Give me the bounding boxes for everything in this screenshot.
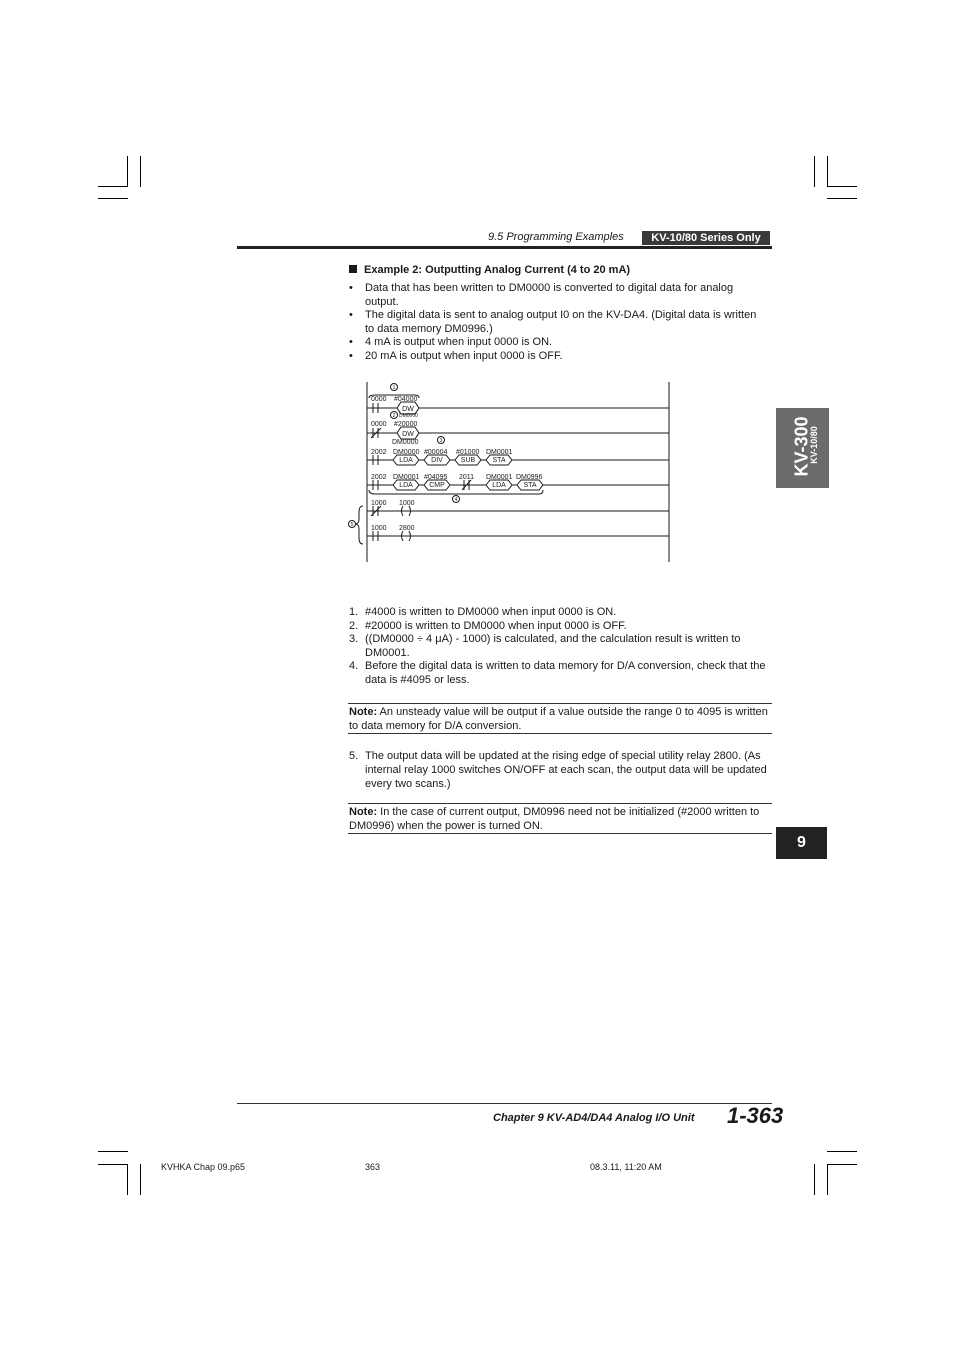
note-rule xyxy=(348,703,772,704)
footer-chapter: Chapter 9 KV-AD4/DA4 Analog I/O Unit xyxy=(493,1112,695,1124)
page-number: 1-363 xyxy=(727,1103,784,1128)
square-bullet-icon xyxy=(349,265,357,273)
bullet-item: • Data that has been written to DM0000 is converted to digital data for analog output. xyxy=(349,282,734,308)
ladder-label: STA xyxy=(492,457,506,464)
ladder-label: DM0000 xyxy=(393,449,420,456)
ladder-label: 1000 xyxy=(371,525,387,532)
ladder-label: #01000 xyxy=(456,449,480,456)
ladder-label: 2002 xyxy=(371,474,387,481)
ladder-label: 1000 xyxy=(371,500,387,507)
note: Note: In the case of current output, DM0996 need not be initialized (#2000 written to DM0996) when the power is turned ON. xyxy=(349,806,760,832)
side-tab-subtitle: KV-10/80 xyxy=(809,426,819,464)
bullet-item: • 4 mA is output when input 0000 is ON. xyxy=(349,336,553,348)
step-item: 4. Before the digital data is written to data memory for D/A conversion, check that the data is #4095 or less. xyxy=(349,660,766,686)
ladder-label: SUB xyxy=(460,457,476,464)
ladder-marker: 4 xyxy=(454,497,458,503)
ladder-label: 1000 xyxy=(399,500,415,507)
ladder-label: 0000 xyxy=(371,421,387,428)
chapter-tab: 9 xyxy=(776,827,827,859)
crop-mark xyxy=(814,1164,815,1195)
ladder-label: #04095 xyxy=(424,474,448,481)
ladder-diagram xyxy=(345,378,675,568)
note: Note: An unsteady value will be output if a value outside the range 0 to 4095 is written to data memory for D/A conversion. xyxy=(349,706,768,732)
header-rule xyxy=(237,246,772,249)
section-title: 9.5 Programming Examples xyxy=(488,231,624,243)
slug-file: KVHKA Chap 09.p65 xyxy=(161,1162,246,1172)
step-item: 2. #20000 is written to DM0000 when input 0000 is OFF. xyxy=(349,620,627,632)
series-badge: KV-10/80 Series Only xyxy=(642,231,770,245)
crop-mark xyxy=(814,156,815,187)
ladder-label: 0000 xyxy=(371,396,387,403)
ladder-label: DM0000 xyxy=(392,439,419,446)
side-tab-title: KV-300 xyxy=(791,416,812,477)
note-rule xyxy=(348,733,772,734)
ladder-marker: 2 xyxy=(392,413,396,419)
ladder-label: DM0996 xyxy=(516,474,543,481)
ladder-label: 2002 xyxy=(371,449,387,456)
crop-mark xyxy=(98,1164,128,1165)
ladder-label: DW xyxy=(402,431,414,438)
ladder-label: DW xyxy=(402,406,414,413)
ladder-marker: 1 xyxy=(392,385,396,391)
ladder-label: 2011 xyxy=(459,474,475,481)
note-rule xyxy=(348,803,772,804)
ladder-label: LDA xyxy=(399,482,413,489)
crop-mark xyxy=(127,1164,128,1195)
ladder-label: LDA xyxy=(399,457,413,464)
ladder-label: LDA xyxy=(492,482,506,489)
ladder-marker: 3 xyxy=(439,438,443,444)
bullet-item: • 20 mA is output when input 0000 is OFF. xyxy=(349,350,563,362)
crop-mark xyxy=(827,186,857,187)
ladder-label: DIV xyxy=(431,457,443,464)
footer-rule xyxy=(237,1103,772,1104)
bullet-item: • The digital data is sent to analog output I0 on the KV-DA4. (Digital data is written to data memory DM0996.) xyxy=(349,309,757,335)
side-tab-kv300 xyxy=(776,408,829,488)
step-item: 1. #4000 is written to DM0000 when input 0000 is ON. xyxy=(349,606,617,618)
ladder-label: #20000 xyxy=(394,421,418,428)
crop-mark xyxy=(140,156,141,187)
ladder-label: DM0001 xyxy=(393,474,420,481)
crop-mark xyxy=(827,1151,857,1152)
step-item: 3. ((DM0000 ÷ 4 μA) - 1000) is calculated, and the calculation result is written to DM0001. xyxy=(349,633,741,659)
slug-date: 08.3.11, 11:20 AM xyxy=(590,1162,662,1172)
ladder-label: DM0001 xyxy=(486,449,513,456)
note-rule xyxy=(348,833,772,834)
step-item: 5. The output data will be updated at the rising edge of special utility relay 2800. (As internal relay 1000 switches ON/OFF at each scan, the output data will be updated every two scans.) xyxy=(349,750,767,790)
example-title: Example 2: Outputting Analog Current (4 to 20 mA) xyxy=(349,264,630,276)
crop-mark xyxy=(98,186,128,187)
ladder-label: 2800 xyxy=(399,525,415,532)
crop-mark xyxy=(98,1151,128,1152)
crop-mark xyxy=(140,1164,141,1195)
ladder-label: #04000 xyxy=(394,396,418,403)
crop-mark xyxy=(827,1164,857,1165)
crop-mark xyxy=(98,198,128,199)
ladder-label: DM0001 xyxy=(486,474,513,481)
crop-mark xyxy=(127,156,128,187)
ladder-label: DM0000 xyxy=(399,413,418,419)
crop-mark xyxy=(827,156,828,187)
crop-mark xyxy=(827,1164,828,1195)
crop-mark xyxy=(827,198,857,199)
ladder-marker: 5 xyxy=(350,522,354,528)
ladder-label: #00004 xyxy=(424,449,448,456)
slug-page: 363 xyxy=(365,1162,381,1172)
ladder-label: CMP xyxy=(429,482,445,489)
ladder-label: STA xyxy=(523,482,537,489)
